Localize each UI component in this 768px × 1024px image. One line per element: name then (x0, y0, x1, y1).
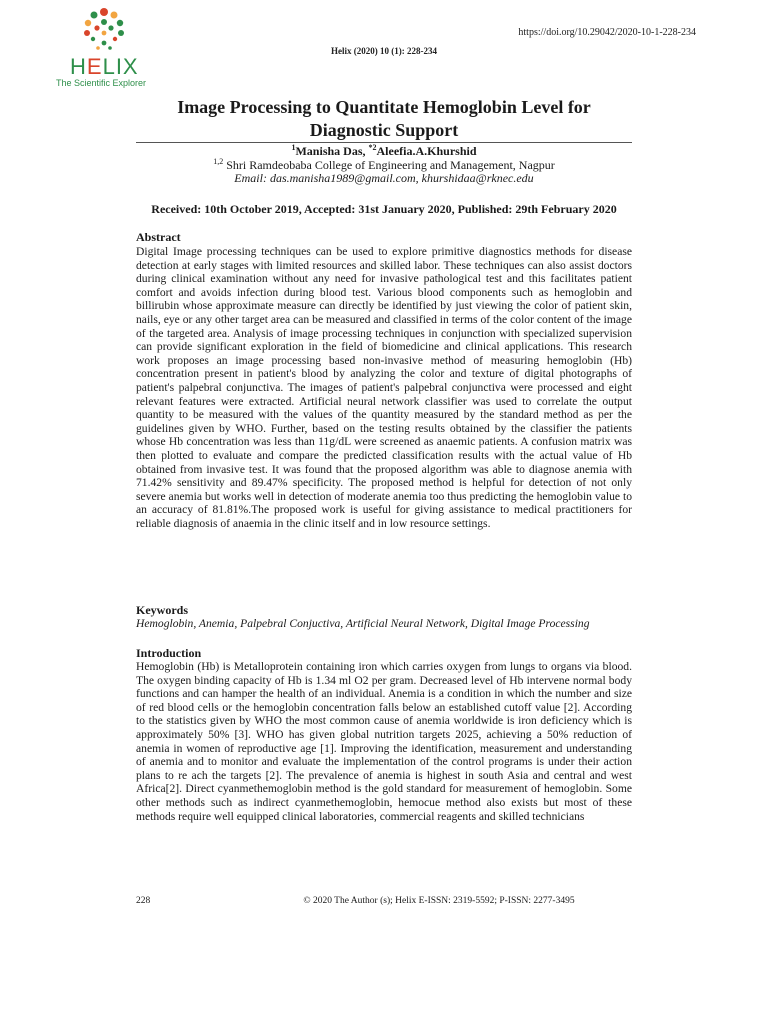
affiliation-text: Shri Ramdeobaba College of Engineering and Management, Nagpur (223, 158, 555, 172)
keywords-list: Hemoglobin, Anemia, Palpebral Conjuctiva, Artificial Neural Network, Digital Image Processing (136, 617, 590, 630)
introduction-body: Hemoglobin (Hb) is Metalloprotein containing iron which carries oxygen from lungs to organs via blood. The oxygen binding capacity of Hb is 1.34 ml O2 per gram. Decreased level of Hb intervene normal body functions and can hamper the health of an individual. Anemia is a condition in which the number and size of red blood cells or the hemoglobin concentration falls below an established cutoff value [2]. According to the statistics given by WHO the most common cause of anemia worldwide is iron deficiency which is approximately 50% [3]. WHO has given global nutrition targets 2025, achieving a 50% reduction of anemia in women of reproductive age [1]. Improving the identification, measurement and understanding of anemia and to monitor and evaluate the implementation of the control programs is under their action plans to re ach the targets [2]. The prevalence of anemia is highest in south Asia and central and west Africa[2]. Direct cyanmethemoglobin method is the gold standard for measurement of hemoglobin. Some other methods such as indirect cyanmethemoglobin, hemocue method also exists but most of these methods require well equipped clinical laboratories, commercial reagents and skilled technicians (136, 660, 632, 823)
journal-citation: Helix (2020) 10 (1): 228-234 (331, 46, 437, 56)
helix-tagline: The Scientific Explorer (56, 78, 147, 88)
footer-copyright-text: © 2020 The Author (s); Helix E-ISSN: 2319-5592; P-ISSN: 2277-3495 (303, 896, 575, 906)
affiliation-mark: 1,2 (213, 157, 224, 166)
author2-name: Aleefia.A.Khurshid (376, 144, 477, 158)
author1-name: Manisha Das, (295, 144, 369, 158)
introduction-heading: Introduction (136, 646, 202, 660)
keywords-heading: Keywords (136, 603, 188, 617)
helix-wordmark: HELIX (70, 54, 139, 79)
doi-link[interactable]: https://doi.org/10.29042/2020-10-1-228-234 (518, 27, 696, 38)
author1-affil-mark: 1 (291, 143, 296, 152)
page-number: 228 (136, 896, 151, 906)
paper-title: Image Processing to Quantitate Hemoglobin Level for Diagnostic Support (177, 97, 591, 140)
author-emails: Email: das.manisha1989@gmail.com, khurshidaa@rknec.edu (234, 171, 534, 185)
abstract-heading: Abstract (136, 230, 181, 244)
author2-affil-mark: *2 (368, 143, 377, 152)
publication-dates: Received: 10th October 2019, Accepted: 31st January 2020, Published: 29th February 2020 (151, 202, 617, 216)
footer-copyright (0, 896, 768, 906)
abstract-body: Digital Image processing techniques can be used to explore primitive diagnostics methods for disease detection at early stages with limited resources and skilled labor. These techniques can also assist doctors during clinical examination without any need for invasive pathological test and this facilitates patient comfort and avoids infection during blood test. Various blood components such as hemoglobin and billirubin whose approximate measure can directly be identified by just viewing the color of patient skin, nails, eye or any other target area can be measured and classified in terms of the color content of the image of the targeted area. Analysis of image processing techniques in conjunction with specialized supervision can provide significant exploration in the field of biomedicine and clinical applications. This research work proposes an image processing based non-invasive method of measuring hemoglobin (Hb) concentration present in patient's blood by analyzing the color and texture of digital photographs of patient's palpebral conjunctiva. The images of patient's palpebral conjunctiva were processed and eight relevant features were extracted. Artificial neural network classifier was used to correlate the output quantity to be measured with the values of the quantity measured by the standard method as per the guidelines given by WHO. Further, based on the testing results obtained by the classifier the patients whose Hb concentration was less than 11g/dL were screened as anaemic patients. A confusion matrix was then plotted to evaluate and compare the predicted classification results with the actual value of Hb obtained from invasive test. It was found that the proposed algorithm was able to diagnose anemia with 71.42% sensitivity and 89.47% specificity. The proposed method is helpful for detection of not only severe anemia but works well in detection of moderate anemia too thus predicting the hemoglobin value to an accuracy of 81.81%.The proposed work is useful for giving assistance to medical practitioners for reliable diagnosis of anaemia in the clinic itself and in low resource settings. (136, 245, 632, 530)
